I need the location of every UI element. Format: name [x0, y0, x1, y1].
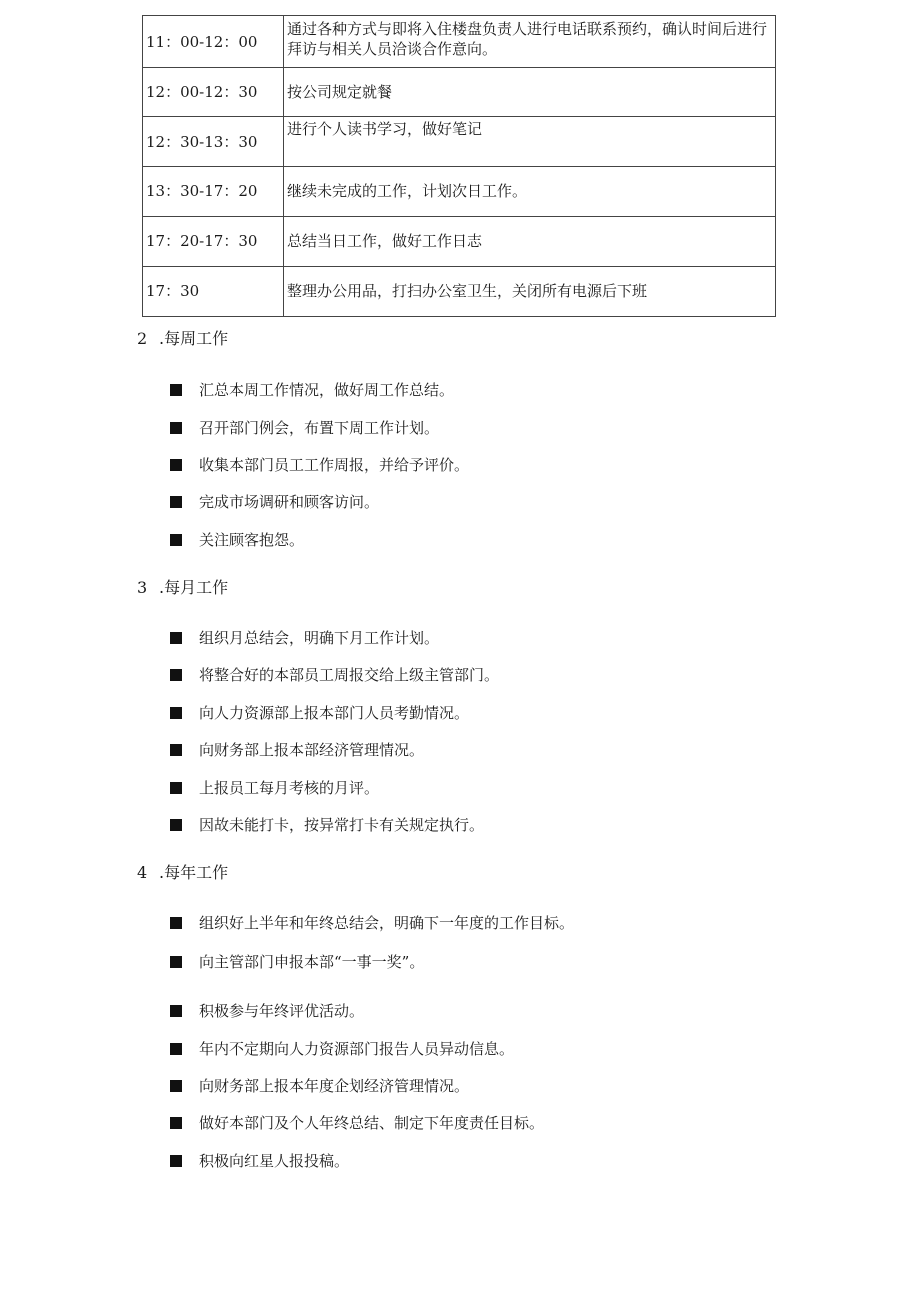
list-item	[170, 665, 499, 685]
square-bullet-icon	[170, 459, 182, 471]
list-item	[170, 492, 379, 512]
section-number: 4	[137, 863, 148, 882]
square-bullet-icon	[170, 707, 182, 719]
list-item	[170, 628, 439, 648]
time-cell: 11：00-12：00	[143, 16, 284, 68]
list-item	[170, 530, 304, 550]
section-heading-monthly	[137, 578, 228, 598]
schedule-table	[142, 15, 776, 317]
table-row	[143, 267, 776, 317]
list-item	[170, 740, 424, 760]
square-bullet-icon	[170, 782, 182, 794]
square-bullet-icon	[170, 632, 182, 644]
list-item-text: 组织月总结会，明确下月工作计划。	[199, 629, 440, 647]
table-row	[143, 16, 776, 68]
list-item-text: 因故未能打卡，按异常打卡有关规定执行。	[199, 816, 485, 834]
square-bullet-icon	[170, 956, 182, 968]
square-bullet-icon	[170, 384, 182, 396]
square-bullet-icon	[170, 669, 182, 681]
square-bullet-icon	[170, 496, 182, 508]
list-item	[170, 1001, 364, 1021]
square-bullet-icon	[170, 1043, 182, 1055]
list-item	[170, 1039, 514, 1059]
list-item	[170, 455, 469, 475]
table-row	[143, 117, 776, 167]
list-item-text: 向财务部上报本部经济管理情况。	[199, 741, 425, 759]
list-item-text: 完成市场调研和顾客访问。	[199, 493, 380, 511]
square-bullet-icon	[170, 917, 182, 929]
list-item	[170, 952, 424, 972]
table-row	[143, 167, 776, 217]
task-cell: 总结当日工作，做好工作日志	[284, 217, 776, 267]
section-heading-yearly	[137, 863, 228, 883]
task-cell: 整理办公用品，打扫办公室卫生，关闭所有电源后下班	[284, 267, 776, 317]
task-cell: 继续未完成的工作，计划次日工作。	[284, 167, 776, 217]
list-item	[170, 778, 379, 798]
list-item	[170, 1151, 349, 1171]
list-item-text: 积极向红星人报投稿。	[199, 1152, 350, 1170]
list-item-text: 年内不定期向人力资源部门报告人员异动信息。	[199, 1040, 515, 1058]
list-item	[170, 703, 469, 723]
section-title: .每年工作	[159, 863, 229, 882]
list-item-text: 向财务部上报本年度企划经济管理情况。	[199, 1077, 470, 1095]
task-cell: 进行个人读书学习，做好笔记	[284, 117, 776, 167]
task-cell: 按公司规定就餐	[284, 68, 776, 117]
list-item	[170, 1076, 469, 1096]
list-item	[170, 1113, 544, 1133]
list-item	[170, 913, 574, 933]
section-number: 3	[137, 578, 148, 597]
list-item-text: 关注顾客抱怨。	[199, 531, 305, 549]
square-bullet-icon	[170, 422, 182, 434]
list-item-text: 向人力资源部上报本部门人员考勤情况。	[199, 704, 470, 722]
list-item	[170, 380, 454, 400]
square-bullet-icon	[170, 1005, 182, 1017]
time-cell: 17：20-17：30	[143, 217, 284, 267]
square-bullet-icon	[170, 744, 182, 756]
list-item-text: 将整合好的本部员工周报交给上级主管部门。	[199, 666, 500, 684]
list-item	[170, 418, 439, 438]
table-row	[143, 217, 776, 267]
list-item	[170, 815, 484, 835]
list-item-text: 向主管部门申报本部“一事一奖”。	[199, 953, 425, 971]
time-cell: 13：30-17：20	[143, 167, 284, 217]
list-item-text: 上报员工每月考核的月评。	[199, 779, 380, 797]
time-cell: 12：00-12：30	[143, 68, 284, 117]
time-cell: 12：30-13：30	[143, 117, 284, 167]
list-item-text: 收集本部门员工工作周报，并给予评价。	[199, 456, 470, 474]
section-title: .每月工作	[159, 578, 229, 597]
task-cell: 通过各种方式与即将入住楼盘负责人进行电话联系预约，确认时间后进行拜访与相关人员洽谈合作意向。	[284, 16, 776, 68]
list-item-text: 召开部门例会，布置下周工作计划。	[199, 419, 440, 437]
square-bullet-icon	[170, 819, 182, 831]
section-number: 2	[137, 329, 148, 348]
section-heading-weekly	[137, 329, 228, 349]
square-bullet-icon	[170, 1080, 182, 1092]
time-cell: 17：30	[143, 267, 284, 317]
list-item-text: 组织好上半年和年终总结会，明确下一年度的工作目标。	[199, 914, 575, 932]
square-bullet-icon	[170, 1155, 182, 1167]
list-item-text: 积极参与年终评优活动。	[199, 1002, 365, 1020]
list-item-text: 做好本部门及个人年终总结、制定下年度责任目标。	[199, 1114, 545, 1132]
square-bullet-icon	[170, 1117, 182, 1129]
square-bullet-icon	[170, 534, 182, 546]
section-title: .每周工作	[159, 329, 229, 348]
list-item-text: 汇总本周工作情况，做好周工作总结。	[199, 381, 455, 399]
table-row	[143, 68, 776, 117]
